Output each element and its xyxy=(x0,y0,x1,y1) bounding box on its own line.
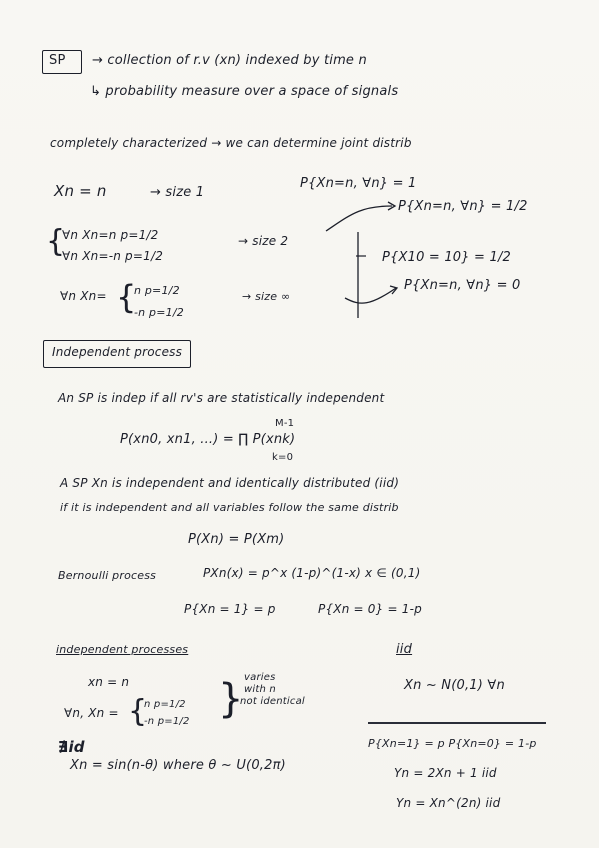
note-varies: varies xyxy=(244,672,276,683)
example-yn-power: Yn = Xn^(2n) iid xyxy=(396,796,501,810)
example-minus-n: -n p=1/2 xyxy=(144,716,190,727)
prob-x10-half: P{X10 = 10} = 1/2 xyxy=(382,250,512,265)
example-yn-linear: Yn = 2Xn + 1 iid xyxy=(394,766,497,780)
case-inf-plus: n p=1/2 xyxy=(134,284,180,297)
prod-upper: M-1 xyxy=(275,418,295,429)
line-completely-characterized: completely characterized → we can determine joint distrib xyxy=(50,136,412,150)
prob-all-n-zero: P{Xn=n, ∀n} = 0 xyxy=(404,278,521,293)
not-iid-heading: ∄id xyxy=(58,738,85,756)
example-normal: Xn ~ N(0,1) ∀n xyxy=(404,678,505,693)
brace-left-2: { xyxy=(116,278,137,316)
iid-heading: iid xyxy=(396,642,413,657)
prob-all-n-half: P{Xn=n, ∀n} = 1/2 xyxy=(398,199,528,214)
prob-all-n-one: P{Xn=n, ∀n} = 1 xyxy=(300,176,417,191)
prob-xn-one: P{Xn = 1} = p xyxy=(184,602,276,616)
bernoulli-label: Bernoulli process xyxy=(58,569,157,582)
case-minus-n: ∀n Xn=-n p=1/2 xyxy=(62,249,164,263)
eq-xn-equals-n: Xn = n xyxy=(54,182,107,200)
divider-line xyxy=(368,722,546,724)
size-two: → size 2 xyxy=(238,234,289,248)
bernoulli-iid-probs: P{Xn=1} = p P{Xn=0} = 1-p xyxy=(368,737,537,750)
prod-lower: k=0 xyxy=(272,452,294,463)
brace-left-3: { xyxy=(128,694,148,729)
prob-xn-zero: P{Xn = 0} = 1-p xyxy=(318,602,422,616)
example-plus-n: n p=1/2 xyxy=(144,699,186,710)
size-infinity: → size ∞ xyxy=(242,290,291,303)
note-not-identical: not identical xyxy=(240,696,305,707)
note-with-n: with n xyxy=(244,684,276,695)
example-xn-n: xn = n xyxy=(88,675,130,689)
bernoulli-pmf: PXn(x) = p^x (1-p)^(1-x) x ∈ (0,1) xyxy=(203,566,421,580)
line-indep-def: An SP is indep if all rv's are statistically independent xyxy=(58,391,385,405)
case-plus-n: ∀n Xn=n p=1/2 xyxy=(62,228,159,242)
joint-prod-eq: P(xn0, xn1, ...) = ∏ P(xnk) xyxy=(120,432,296,447)
line-collection: → collection of r.v (xn) indexed by time n xyxy=(92,53,367,68)
indep-title: Independent process xyxy=(52,345,183,359)
example-sin: Xn = sin(n-θ) where θ ~ U(0,2π) xyxy=(70,758,286,773)
brace-right-3: } xyxy=(218,676,244,722)
size-one: → size 1 xyxy=(150,185,205,200)
eq-pxn-pxm: P(Xn) = P(Xm) xyxy=(188,532,285,547)
line-iid-def: A SP Xn is independent and identically distributed (iid) xyxy=(60,476,400,490)
example-pm-label: ∀n, Xn = xyxy=(64,706,119,720)
line-same-distrib: if it is independent and all variables follow the same distrib xyxy=(60,501,399,514)
case-inf-label: ∀n Xn= xyxy=(60,289,107,303)
brace-left-1: { xyxy=(46,224,66,259)
line-probability-measure: ↳ probability measure over a space of signals xyxy=(90,84,399,99)
indep-processes-heading: independent processes xyxy=(56,643,189,656)
sp-tag: SP xyxy=(49,53,66,68)
case-inf-minus: -n p=1/2 xyxy=(134,306,184,319)
